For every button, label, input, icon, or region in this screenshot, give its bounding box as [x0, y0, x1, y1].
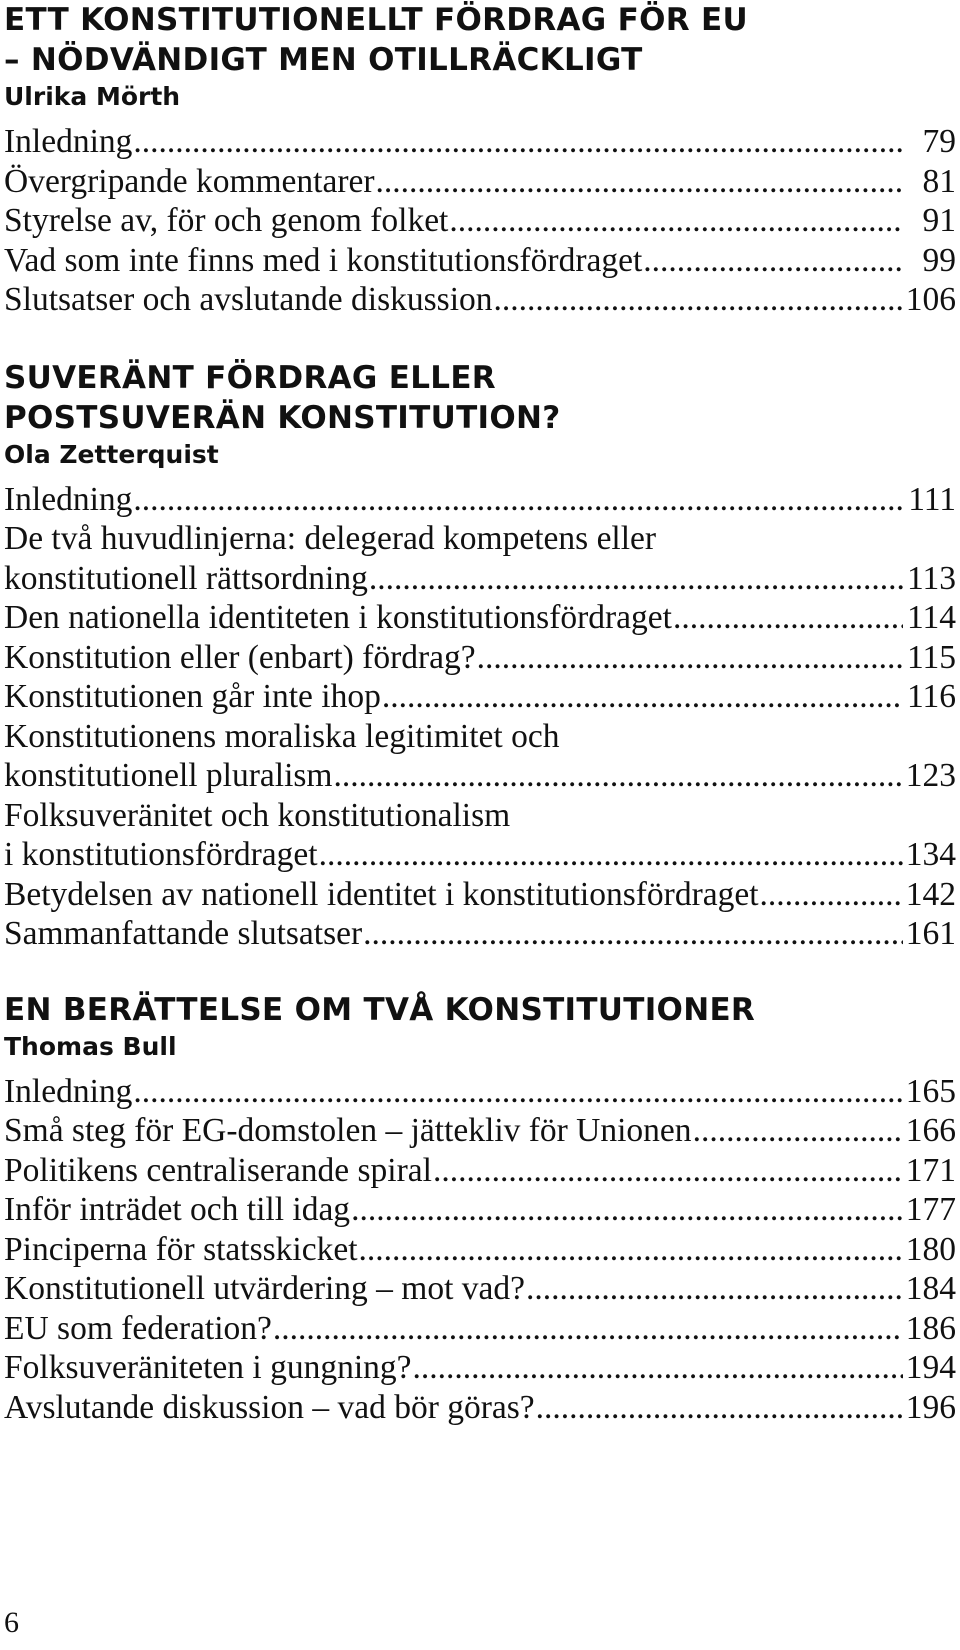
toc-list: [4, 1072, 956, 1428]
toc-entry-page: 134: [905, 836, 956, 873]
section-spacer: [4, 320, 956, 358]
dot-leader: [449, 201, 903, 241]
toc-entry[interactable]: [4, 796, 956, 875]
toc-entry-page: 177: [905, 1191, 956, 1228]
dot-leader: [133, 122, 903, 162]
dot-leader: [693, 1111, 903, 1151]
dot-leader: [333, 756, 903, 796]
dot-leader: [133, 1072, 903, 1112]
dot-leader: [760, 875, 903, 915]
toc-entry[interactable]: [4, 1348, 956, 1388]
dot-leader: [643, 241, 903, 281]
toc-entry-title: EU som federation?: [4, 1309, 272, 1347]
toc-entry-page: 113: [906, 559, 956, 597]
toc-list: [4, 480, 956, 954]
toc-entry[interactable]: [4, 122, 956, 162]
toc-entry-title: Folksuveränitet och konstitutionalism: [4, 796, 511, 834]
toc-entry[interactable]: [4, 1190, 956, 1230]
toc-entry-title: Inledning: [4, 123, 133, 160]
toc-entry[interactable]: [4, 1269, 956, 1309]
section-title-line: EN BERÄTTELSE OM TVÅ KONSTITUTIONER: [4, 991, 756, 1028]
toc-section-3: [4, 990, 956, 1428]
dot-leader: [359, 1230, 903, 1270]
section-title-line: POSTSUVERÄN KONSTITUTION?: [4, 399, 561, 436]
toc-entry[interactable]: [4, 1388, 956, 1428]
dot-leader: [363, 914, 903, 954]
toc-entry[interactable]: [4, 201, 956, 241]
toc-entry-title: Slutsatser och avslutande diskussion: [4, 281, 493, 318]
toc-entry-page: 165: [905, 1072, 956, 1110]
toc-entry-title: Inför inträdet och till idag: [4, 1191, 351, 1228]
dot-leader: [494, 280, 904, 320]
toc-section-1: [4, 0, 956, 320]
toc-entry[interactable]: [4, 717, 956, 796]
toc-entry-page: 196: [905, 1388, 956, 1426]
toc-entry[interactable]: [4, 519, 956, 598]
toc-entry-page: 106: [905, 281, 956, 318]
toc-entry-title: i konstitutionsfördraget: [4, 836, 318, 873]
toc-entry-page: 123: [905, 757, 956, 794]
toc-entry-page: 186: [905, 1309, 956, 1347]
dot-leader: [433, 1151, 903, 1191]
section-title: [4, 990, 956, 1030]
toc-entry[interactable]: [4, 598, 956, 638]
toc-entry-title: Konstitutionell utvärdering – mot vad?: [4, 1270, 526, 1307]
toc-entry[interactable]: [4, 1111, 956, 1151]
toc-entry[interactable]: [4, 280, 956, 320]
toc-section-2: [4, 358, 956, 954]
dot-leader: [526, 1269, 903, 1309]
toc-entry-title: Konstitution eller (enbart) fördrag?: [4, 638, 476, 676]
toc-entry-page: 180: [905, 1230, 956, 1268]
section-author: Thomas Bull: [4, 1031, 177, 1061]
dot-leader: [351, 1190, 903, 1230]
section-title-line: – NÖDVÄNDIGT MEN OTILLRÄCKLIGT: [4, 42, 643, 78]
toc-entry-title: Folksuveräniteten i gungning?: [4, 1349, 412, 1386]
toc-entry-page: 171: [905, 1151, 956, 1189]
dot-leader: [413, 1348, 903, 1388]
toc-entry[interactable]: [4, 241, 956, 281]
toc-entry-page: 194: [905, 1349, 956, 1386]
toc-entry-title: Inledning: [4, 480, 133, 518]
toc-entry-page: 115: [906, 638, 956, 676]
toc-entry[interactable]: [4, 1072, 956, 1112]
toc-entry-page: 142: [905, 875, 956, 913]
dot-leader: [376, 162, 903, 202]
toc-entry-title: Konstitutionen går inte ihop: [4, 678, 381, 715]
toc-entry[interactable]: [4, 914, 956, 954]
section-spacer: [4, 954, 956, 990]
toc-entry[interactable]: [4, 875, 956, 915]
toc-entry-title: konstitutionell pluralism: [4, 757, 333, 794]
toc-entry-title: Styrelse av, för och genom folket: [4, 202, 449, 239]
toc-entry-page: 166: [905, 1112, 956, 1149]
toc-entry-page: 79: [922, 123, 956, 160]
dot-leader: [536, 1388, 903, 1428]
toc-list: [4, 122, 956, 320]
toc-entry-title: Små steg för EG-domstolen – jättekliv för Unionen: [4, 1112, 692, 1149]
dot-leader: [369, 559, 903, 599]
section-title: [4, 0, 956, 80]
toc-entry-title: De två huvudlinjerna: delegerad kompetens eller: [4, 520, 657, 557]
section-title: [4, 358, 956, 438]
toc-entry-title: Sammanfattande slutsatser: [4, 915, 363, 952]
toc-entry-title: Vad som inte finns med i konstitutionsfördraget: [4, 241, 643, 279]
section-author: Ola Zetterquist: [4, 439, 219, 469]
page-number: 6: [4, 1606, 19, 1639]
toc-entry[interactable]: [4, 677, 956, 717]
toc-entry[interactable]: [4, 162, 956, 202]
toc-entry-title: Den nationella identiteten i konstitutionsfördraget: [4, 599, 672, 636]
toc-entry-page: 81: [922, 162, 956, 200]
toc-entry-title: Övergripande kommentarer: [4, 162, 375, 200]
toc-entry[interactable]: [4, 638, 956, 678]
toc-entry[interactable]: [4, 1151, 956, 1191]
toc-entry-page: 111: [908, 480, 956, 518]
toc-entry-page: 116: [906, 678, 956, 715]
section-title-line: ETT KONSTITUTIONELLT FÖRDRAG FÖR EU: [4, 2, 748, 38]
dot-leader: [382, 677, 903, 717]
toc-entry[interactable]: [4, 480, 956, 520]
toc-entry[interactable]: [4, 1309, 956, 1349]
dot-leader: [273, 1309, 903, 1349]
toc-entry-page: 91: [922, 202, 956, 239]
toc-entry[interactable]: [4, 1230, 956, 1270]
dot-leader: [477, 638, 903, 678]
section-author: Ulrika Mörth: [4, 82, 181, 111]
toc-entry-page: 99: [922, 241, 956, 279]
toc-entry-page: 184: [905, 1270, 956, 1307]
toc-entry-title: Betydelsen av nationell identitet i konstitutionsfördraget: [4, 875, 759, 913]
toc-entry-page: 114: [906, 599, 956, 636]
toc-entry-title: Politikens centraliserande spiral: [4, 1151, 432, 1189]
toc-entry-title: konstitutionell rättsordning: [4, 559, 368, 597]
dot-leader: [133, 480, 903, 520]
toc-page: [4, 0, 956, 1427]
section-title-line: SUVERÄNT FÖRDRAG ELLER: [4, 359, 496, 396]
toc-entry-page: 161: [905, 915, 956, 952]
dot-leader: [673, 598, 903, 638]
toc-entry-title: Avslutande diskussion – vad bör göras?: [4, 1388, 535, 1426]
toc-entry-title: Pinciperna för statsskicket: [4, 1230, 358, 1268]
dot-leader: [319, 835, 903, 875]
toc-entry-title: Konstitutionens moraliska legitimitet och: [4, 717, 560, 755]
toc-entry-title: Inledning: [4, 1072, 133, 1110]
